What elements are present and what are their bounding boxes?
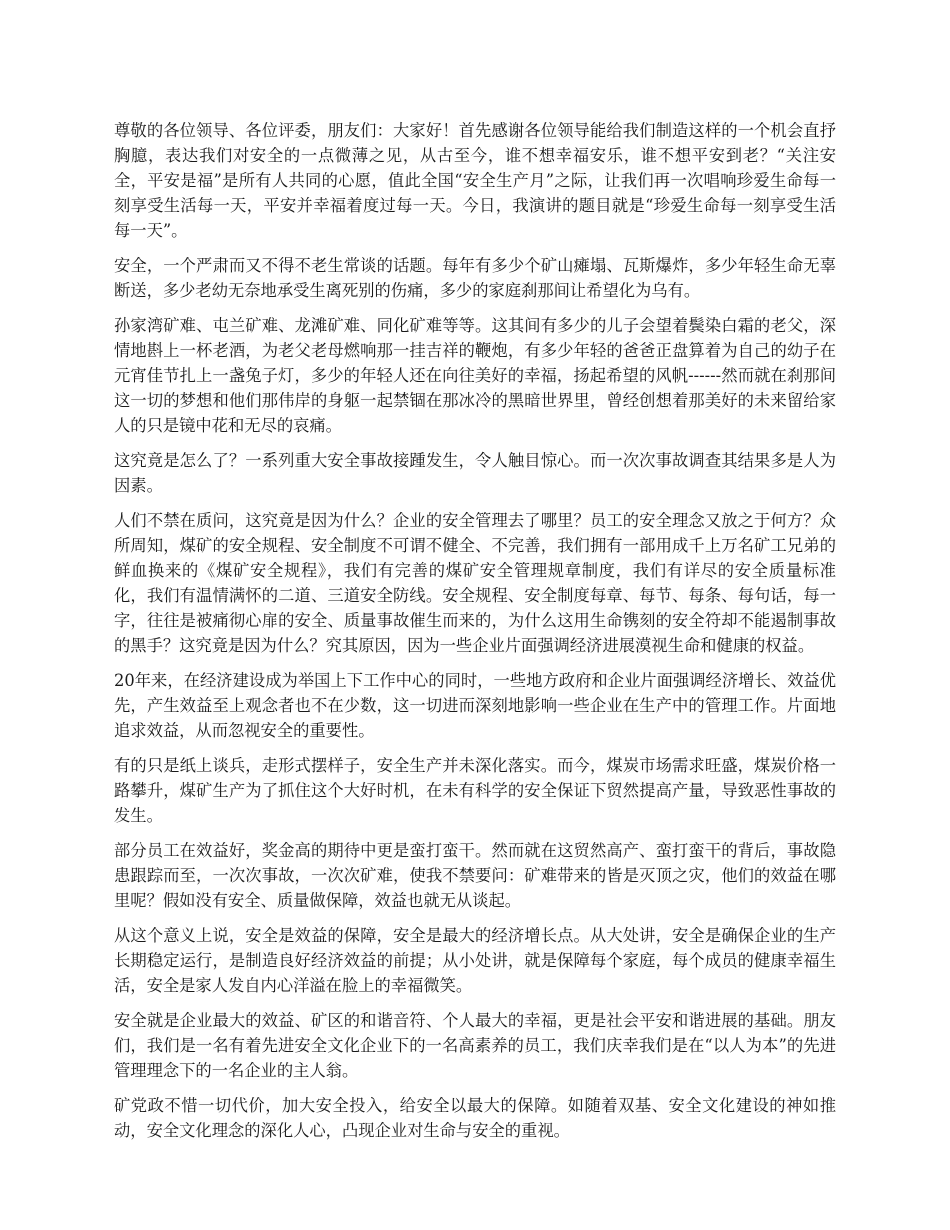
paragraph-4: 这究竟是怎么了？一系列重大安全事故接踵发生，令人触目惊心。而一次次事故调查其结果多是人为因素。 (114, 451, 836, 495)
paragraph-8: 部分员工在效益好，奖金高的期待中更是蛮打蛮干。然而就在这贸然高产、蛮打蛮干的背后，事故隐患跟踪而至，一次次事故，一次次矿难，使我不禁要问：矿难带来的皆是灭顶之灾，他们的效益在哪里呢？假如没有安全、质量做保障，效益也就无从谈起。 (114, 841, 836, 910)
paragraph-7: 有的只是纸上谈兵，走形式摆样子，安全生产并未深化落实。而今，煤炭市场需求旺盛，煤炭价格一路攀升，煤矿生产为了抓住这个大好时机，在未有科学的安全保证下贸然提高产量，导致恶性事故的发生。 (114, 756, 836, 825)
paragraph-10: 安全就是企业最大的效益、矿区的和谐音符、个人最大的幸福，更是社会平安和谐进展的基础。朋友们，我们是一名有着先进安全文化企业下的一名高素养的员工，我们庆幸我们是在“以人为本”的先进管理理念下的一名企业的主人翁。 (114, 1011, 836, 1080)
paragraph-11: 矿党政不惜一切代价，加大安全投入，给安全以最大的保障。如随着双基、安全文化建设的神如推动，安全文化理念的深化人心，凸现企业对生命与安全的重视。 (114, 1096, 836, 1140)
document-page (114, 118, 836, 1153)
paragraph-9: 从这个意义上说，安全是效益的保障，安全是最大的经济增长点。从大处讲，安全是确保企业的生产长期稳定运行，是制造良好经济效益的前提；从小处讲，就是保障每个家庭，每个成员的健康幸福生活，安全是家人发自内心洋溢在脸上的幸福微笑。 (114, 926, 836, 995)
paragraph-6: 20年来，在经济建设成为举国上下工作中心的同时，一些地方政府和企业片面强调经济增长、效益优先，产生效益至上观念者也不在少数，这一切进而深刻地影响一些企业在生产中的管理工作。片面地追求效益，从而忽视安全的重要性。 (114, 671, 836, 740)
paragraph-1: 尊敬的各位领导、各位评委，朋友们：大家好！首先感谢各位领导能给我们制造这样的一个机会直抒胸臆，表达我们对安全的一点微薄之见，从古至今，谁不想幸福安乐，谁不想平安到老？“关注安全，平安是福”是所有人共同的心愿，值此全国“安全生产月”之际，让我们再一次唱响珍爱生命每一刻享受生活每一天，平安并幸福着度过每一天。今日，我演讲的题目就是“珍爱生命每一刻享受生活每一天”。 (114, 121, 836, 240)
paragraph-3: 孙家湾矿难、屯兰矿难、龙滩矿难、同化矿难等等。这其间有多少的儿子会望着鬓染白霜的老父，深情地斟上一杯老酒，为老父老母燃响那一挂吉祥的鞭炮，有多少年轻的爸爸正盘算着为自己的幼子在元宵佳节扎上一盏兔子灯，多少的年轻人还在向往美好的幸福，扬起希望的风帆------然而就在刹那间这一切的梦想和他们那伟岸的身躯一起禁锢在那冰冷的黑暗世界里，曾经创想着那美好的未来留给家人的只是镜中花和无尽的哀痛。 (114, 316, 836, 435)
paragraph-2: 安全，一个严肃而又不得不老生常谈的话题。每年有多少个矿山瘫塌、瓦斯爆炸，多少年轻生命无辜断送，多少老幼无奈地承受生离死别的伤痛，多少的家庭刹那间让希望化为乌有。 (114, 256, 836, 300)
paragraph-5: 人们不禁在质问，这究竟是因为什么？企业的安全管理去了哪里？员工的安全理念又放之于何方？众所周知，煤矿的安全规程、安全制度不可谓不健全、不完善，我们拥有一部用成千上万名矿工兄弟的鲜血换来的《煤矿安全规程》，我们有完善的煤矿安全管理规章制度，我们有详尽的安全质量标准化，我们有温情满怀的二道、三道安全防线。安全规程、安全制度每章、每节、每条、每句话，每一字，往往是被痛彻心扉的安全、质量事故催生而来的，为什么这用生命镌刻的安全符却不能遏制事故的黑手？这究竟是因为什么？究其原因，因为一些企业片面强调经济进展漠视生命和健康的权益。 (114, 511, 836, 655)
